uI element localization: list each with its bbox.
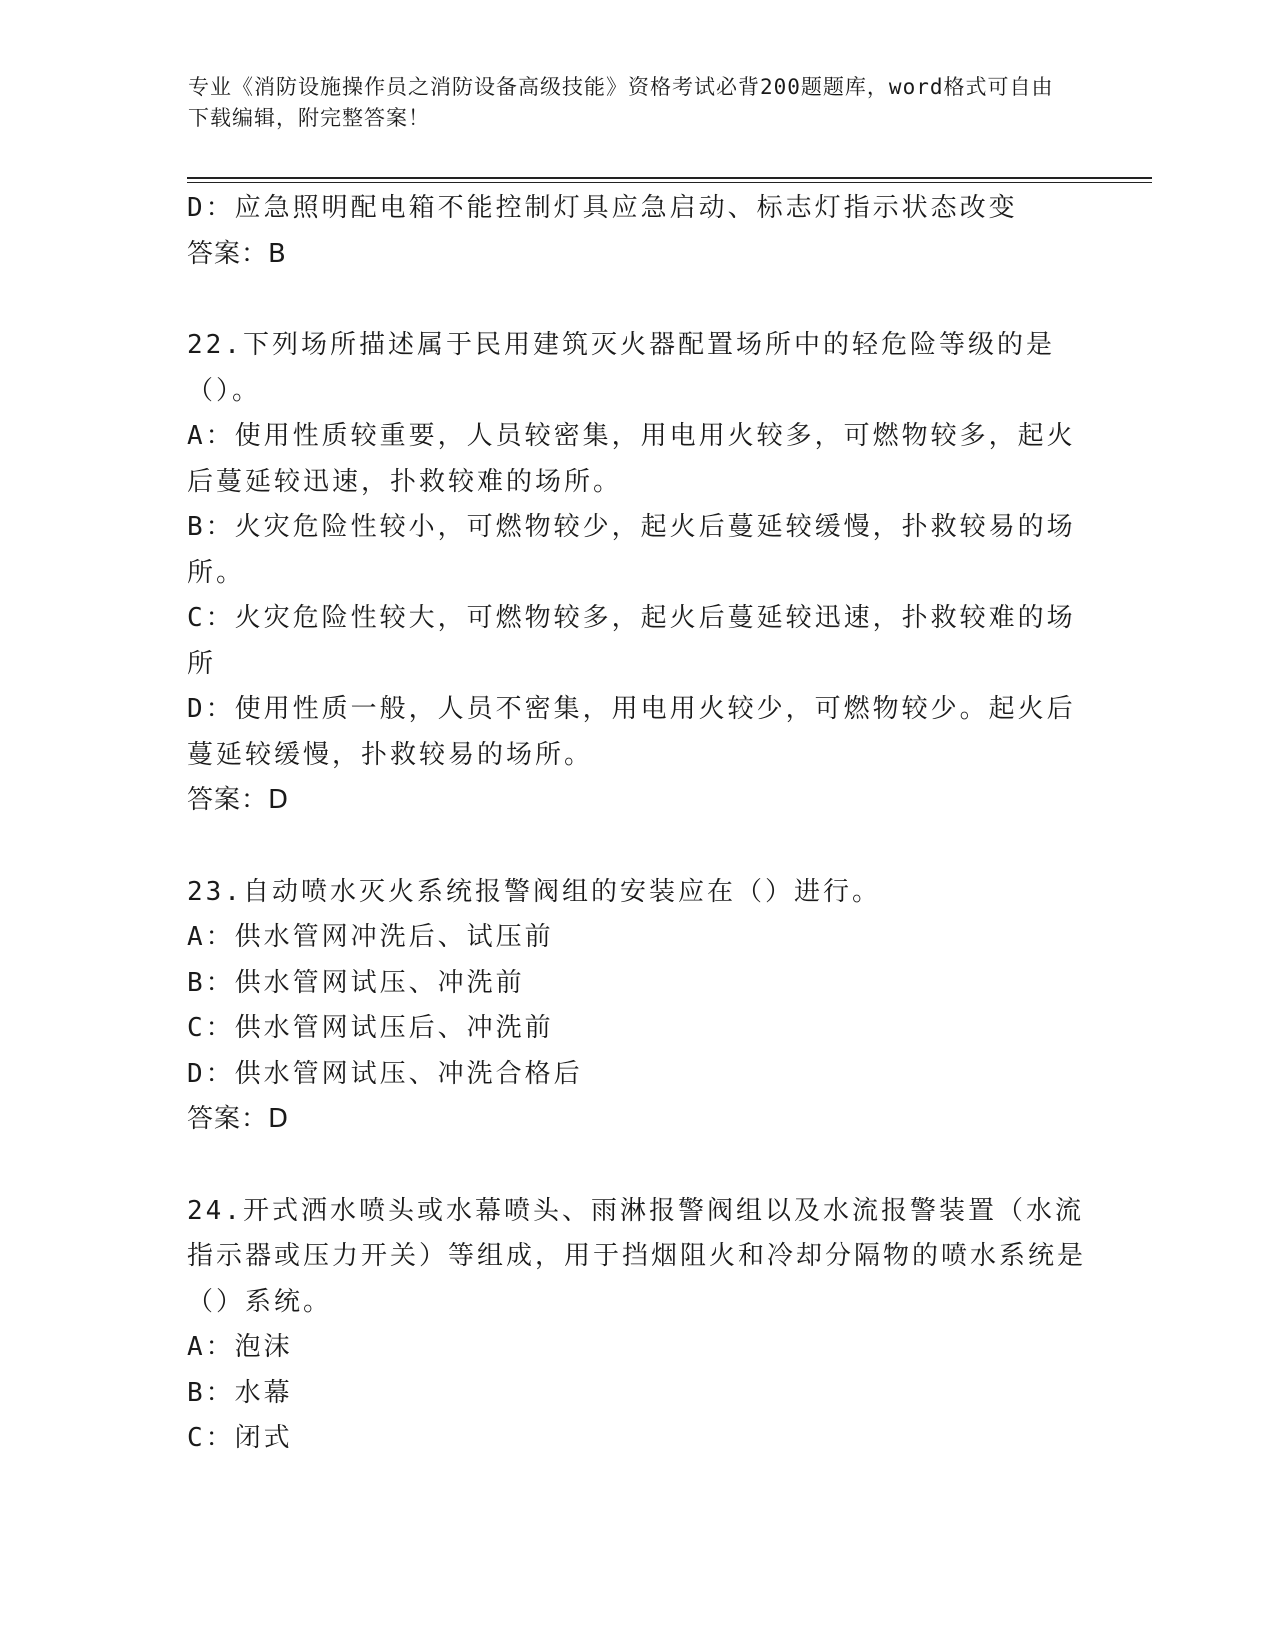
spacer — [187, 824, 1087, 870]
option-d: D：供水管网试压、冲洗合格后 — [187, 1058, 583, 1089]
question-content — [187, 186, 1087, 1462]
option-a: A：使用性质较重要，人员较密集，用电用火较多，可燃物较多，起火后蔓延较迅速，扑救较难的场所。 — [187, 421, 1076, 497]
header-divider-thin — [187, 182, 1152, 183]
document-header: 专业《消防设施操作员之消防设备高级技能》资格考试必背200题题库，word格式可自由下载编辑，附完整答案！ — [188, 75, 1054, 130]
question-stem: 24.开式洒水喷头或水幕喷头、雨淋报警阀组以及水流报警装置（水流指示器或压力开关）等组成，用于挡烟阻火和冷却分隔物的喷水系统是（）系统。 — [187, 1195, 1087, 1317]
option-b: B：水幕 — [187, 1377, 293, 1408]
option-b: B：供水管网试压、冲洗前 — [187, 967, 525, 998]
question-22 — [187, 323, 1087, 824]
answer-line: 答案：D — [187, 1104, 290, 1134]
option-d: D：应急照明配电箱不能控制灯具应急启动、标志灯指示状态改变 — [187, 193, 1018, 223]
previous-question-tail — [187, 186, 1087, 277]
option-c: C：闭式 — [187, 1423, 293, 1453]
option-a: A：供水管网冲洗后、试压前 — [187, 922, 554, 952]
option-c: C：火灾危险性较大，可燃物较多，起火后蔓延较迅速，扑救较难的场所 — [187, 603, 1076, 679]
option-d: D：使用性质一般，人员不密集，用电用火较少，可燃物较少。起火后蔓延较缓慢，扑救较易的场所。 — [187, 694, 1076, 770]
question-24 — [187, 1189, 1087, 1462]
answer-line: 答案：D — [187, 785, 290, 815]
option-b: B：火灾危险性较小，可燃物较少，起火后蔓延较缓慢，扑救较易的场所。 — [187, 512, 1076, 588]
spacer — [187, 1143, 1087, 1189]
question-stem: 22.下列场所描述属于民用建筑灭火器配置场所中的轻危险等级的是（）。 — [187, 330, 1055, 406]
header-divider-thick — [187, 177, 1152, 179]
option-c: C：供水管网试压后、冲洗前 — [187, 1013, 554, 1043]
option-a: A：泡沫 — [187, 1332, 293, 1362]
spacer — [187, 277, 1087, 323]
question-23 — [187, 870, 1087, 1143]
answer-line: 答案：B — [187, 238, 287, 269]
question-stem: 23.自动喷水灭火系统报警阀组的安装应在（）进行。 — [187, 876, 881, 907]
